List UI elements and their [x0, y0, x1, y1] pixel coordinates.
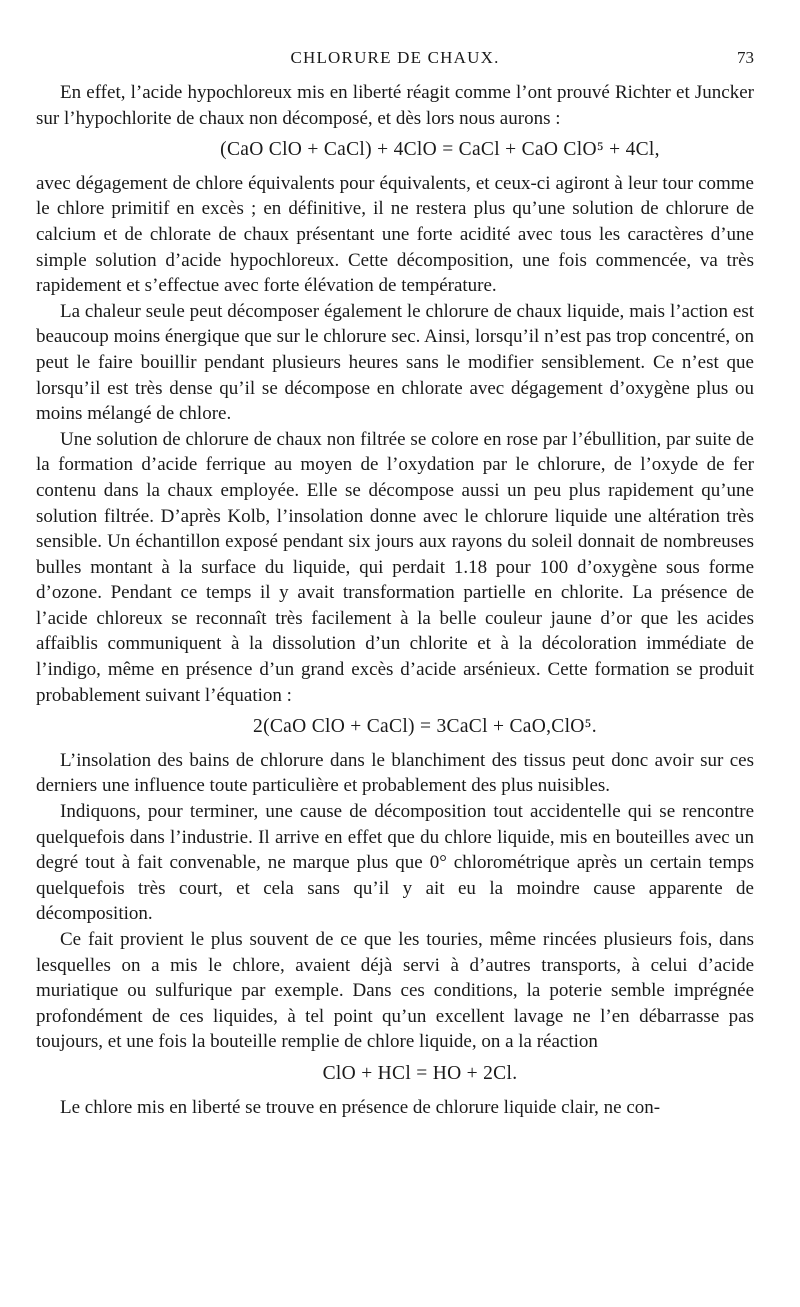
paragraph-6: Indiquons, pour terminer, une cause de décomposition tout accidentelle qui se rencontre quelquefois dans l’industrie. Il arrive en effet que du chlore liquide, mis en bouteilles avec un degré tout à fait convenable, ne marque plus que 0° chlorométrique après un certain temps quelquefois très court, et cela sans qu’il y ait eu la moindre cause apparente de décomposition. — [36, 801, 754, 925]
running-title: CHLORURE DE CHAUX. — [290, 48, 500, 67]
paragraph-4: Une solution de chlorure de chaux non filtrée se colore en rose par l’ébullition, par suite de la formation d’acide ferrique au moyen de l’oxydation par le chlorure, de l’oxyde de fer contenu dans la chaux employée. Elle se décompose aussi un peu plus rapidement qu’une solution filtrée. D’après Kolb, l’insolation donne avec le chlorure liquide une altération très sensible. Un échantillon exposé pendant six jours aux rayons du soleil donnait de nombreuses bulles montant à la surface du liquide, qui perdait 1.18 pour 100 d’oxygène sous forme d’ozone. Pendant ce temps il y avait transformation partielle en chlorite. La présence de l’acide chloreux se reconnaît très facilement à la belle couleur jaune d’or que les acides affaiblis communiquent à la dissolution d’un chlorite et à la décoloration immédiate de l’indigo, même en présence d’un grand excès d’acide arsénieux. Cette formation se produit probablement suivant l’équation : — [36, 428, 754, 706]
paragraph-5: L’insolation des bains de chlorure dans le blanchiment des tissus peut donc avoir sur ces derniers une influence toute particulière et probablement des plus nuisibles. — [36, 749, 754, 797]
paragraph-3: La chaleur seule peut décomposer également le chlorure de chaux liquide, mais l’action est beaucoup moins énergique que sur le chlorure sec. Ainsi, lorsqu’il n’est pas trop concentré, on peut le faire bouillir pendant plusieurs heures sans le modifier sensiblement. Ce n’est que lorsqu’il est très dense qu’il se décompose en chlorate avec dégagement d’oxygène plus ou moins mélangé de chlore. — [36, 300, 754, 425]
formula-3: ClO + HCl = HO + 2Cl. — [322, 1062, 518, 1084]
page-number: 73 — [737, 48, 754, 67]
formula-1: (CaO ClO + CaCl) + 4ClO = CaCl + CaO ClO⁵ + 4Cl, — [220, 139, 660, 161]
page-header — [36, 48, 754, 72]
paragraph-2: avec dégagement de chlore équivalents pour équivalents, et ceux-ci agiront à leur tour comme le chlore primitif en excès ; en définitive, il ne restera plus qu’une solution de chlorure de calcium et de chlorate de chaux présentant une forte acidité avec tous les caractères d’une simple solution d’acide hypochloreux. Cette décomposition, une fois commencée, va très rapidement et s’effectue avec forte élévation de température. — [36, 172, 754, 297]
body-text — [36, 80, 754, 1120]
formula-2: 2(CaO ClO + CaCl) = 3CaCl + CaO,ClO⁵. — [253, 716, 597, 738]
paragraph-8: Le chlore mis en liberté se trouve en présence de chlorure liquide clair, ne con- — [60, 1096, 661, 1118]
paragraph-7: Ce fait provient le plus souvent de ce que les touries, même rincées plusieurs fois, dans lesquelles on a mis le chlore, avaient déjà servi à d’autres transports, à celui d’acide muriatique ou sulfurique par exemple. Dans ces conditions, la poterie semble imprégnée profondément de ces liquides, à tel point qu’un excellent lavage ne l’en débarrasse pas toujours, et une fois la bouteille remplie de chlore liquide, on a la réaction — [36, 929, 754, 1053]
paragraph-1: En effet, l’acide hypochloreux mis en liberté réagit comme l’ont prouvé Richter et Juncker sur l’hypochlorite de chaux non décomposé, et dès lors nous aurons : — [36, 82, 754, 129]
